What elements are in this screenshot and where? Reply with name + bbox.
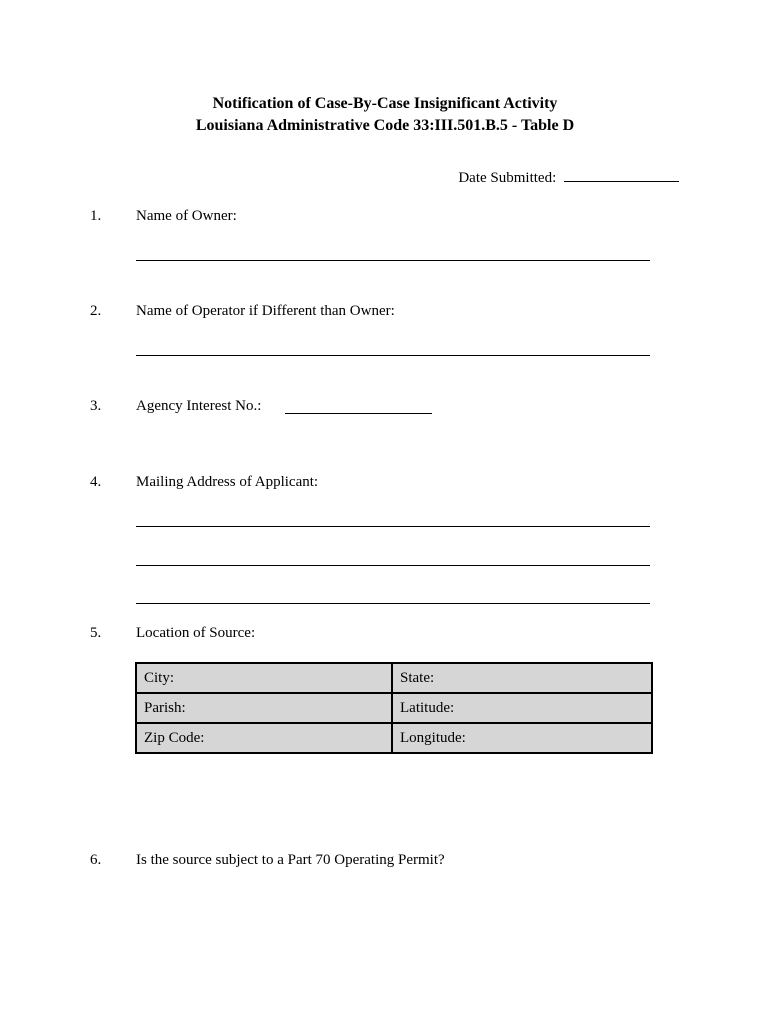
part70-question-label: Is the source subject to a Part 70 Operating Permit? xyxy=(136,852,445,868)
item-number-1: 1. xyxy=(90,208,102,224)
date-submitted-label: Date Submitted: xyxy=(458,170,557,186)
state-cell[interactable]: State: xyxy=(392,663,652,693)
city-cell[interactable]: City: xyxy=(136,663,392,693)
latitude-cell[interactable]: Latitude: xyxy=(392,693,652,723)
parish-cell[interactable]: Parish: xyxy=(136,693,392,723)
mailing-address-line-1[interactable] xyxy=(136,526,650,527)
longitude-cell[interactable]: Longitude: xyxy=(392,723,652,753)
location-of-source-label: Location of Source: xyxy=(136,625,256,641)
agency-interest-label: Agency Interest No.: xyxy=(136,398,262,414)
operator-name-field[interactable] xyxy=(136,355,650,356)
date-submitted-field[interactable] xyxy=(564,181,679,182)
date-submitted-row xyxy=(458,170,679,187)
mailing-address-line-3[interactable] xyxy=(136,603,650,604)
item-number-3: 3. xyxy=(90,398,102,414)
mailing-address-line-2[interactable] xyxy=(136,565,650,566)
owner-name-label: Name of Owner: xyxy=(136,208,237,224)
agency-interest-field[interactable] xyxy=(285,413,432,414)
form-title-line-2: Louisiana Administrative Code 33:III.501.B.5 - Table D xyxy=(195,117,575,134)
item-number-4: 4. xyxy=(90,474,102,490)
table-row xyxy=(136,663,652,693)
zip-code-cell[interactable]: Zip Code: xyxy=(136,723,392,753)
location-table xyxy=(135,662,653,754)
item-number-2: 2. xyxy=(90,303,102,319)
item-number-5: 5. xyxy=(90,625,102,641)
owner-name-field[interactable] xyxy=(136,260,650,261)
table-row xyxy=(136,723,652,753)
form-title-line-1: Notification of Case-By-Case Insignificant Activity xyxy=(212,95,558,112)
table-row xyxy=(136,693,652,723)
operator-name-label: Name of Operator if Different than Owner: xyxy=(136,303,395,319)
item-number-6: 6. xyxy=(90,852,102,868)
mailing-address-label: Mailing Address of Applicant: xyxy=(136,474,319,490)
